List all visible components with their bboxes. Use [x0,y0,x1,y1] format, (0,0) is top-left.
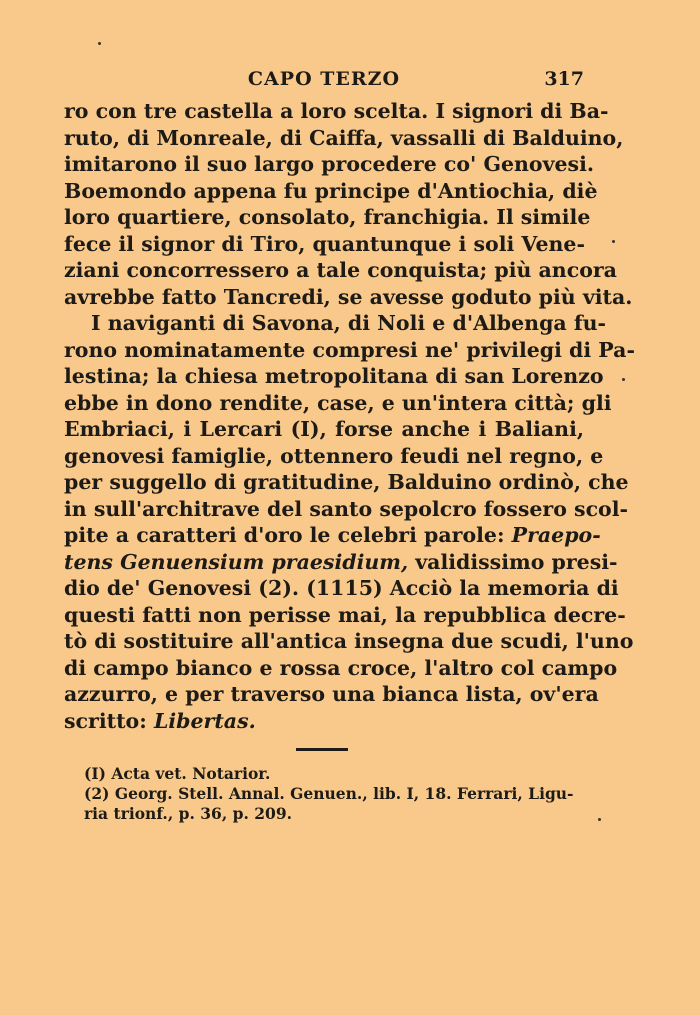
text-line: per suggello di gratitudine, Balduino ordinò, che [64,470,629,494]
text-line [64,708,584,735]
text-line: in sull'architrave del santo sepolcro fossero scol- [64,496,629,521]
page-speck [98,42,101,45]
footnote: (2) Georg. Stell. Annal. Genuen., lib. I, 18. Ferrari, Ligu- [84,784,574,803]
text-line: azzurro, e per traverso una bianca lista, ov'era [64,682,599,706]
text-segment: pite a caratteri d'oro le celebri parole: [64,523,505,547]
text-line: avrebbe fatto Tancredi, se avesse goduto più vita. [64,284,633,309]
text-line: lestina; la chiesa metropolitana di san Lorenzo [64,364,604,388]
text-segment: scritto: [64,708,147,733]
page-speck [598,818,601,821]
text-line: rono nominatamente compresi ne' privilegi di Pa- [64,337,635,362]
italic-quote: Praepo- [511,523,601,547]
text-line: ebbe in dono rendite, case, e un'intera città; gli [64,390,612,415]
chapter-title: CAPO TERZO [247,68,401,90]
text-line: Embriaci, i Lercari (I), forse anche i Baliani, [64,417,584,441]
text-line: di campo bianco e rossa croce, l'altro col campo [64,655,618,680]
main-text [64,98,635,734]
text-line [64,522,601,549]
footnote-continuation: ria trionf., p. 36, p. 209. [84,804,292,823]
text-line: dio de' Genovesi (2). (1115) Acciò la memoria di [64,576,619,600]
text-line: tò di sostituire all'antica insegna due scudi, l'uno [64,629,634,653]
page-speck [612,240,615,243]
text-line: Boemondo appena fu principe d'Antiochia, diè [64,178,598,203]
footnote: (I) Acta vet. Notarior. [84,764,271,783]
text-line: genovesi famiglie, ottennero feudi nel regno, e [64,443,604,468]
italic-quote: tens Genuensium praesidium, [64,549,409,574]
text-line: ziani concorressero a tale conquista; più ancora [64,258,617,282]
text-line: fece il signor di Tiro, quantunque i soli Vene- [64,231,585,256]
text-line: I naviganti di Savona, di Noli e d'Albenga fu- [91,311,607,335]
text-line: ruto, di Monreale, di Caiffa, vassalli di Balduino, [64,125,624,150]
text-line: ro con tre castella a loro scelta. I signori di Ba- [64,99,609,123]
footnotes [84,764,584,824]
page-number: 317 [544,68,584,90]
footnote-separator [296,748,348,751]
page-speck [622,378,625,381]
italic-word: Libertas. [153,708,256,733]
running-header [64,68,584,98]
text-line [64,549,618,576]
text-line: questi fatti non perisse mai, la repubblica decre- [64,602,626,627]
text-segment: validissimo presi- [415,549,618,574]
text-line: imitarono il suo largo procedere co' Genovesi. [64,152,594,176]
text-line: loro quartiere, consolato, franchigia. Il simile [64,205,591,229]
